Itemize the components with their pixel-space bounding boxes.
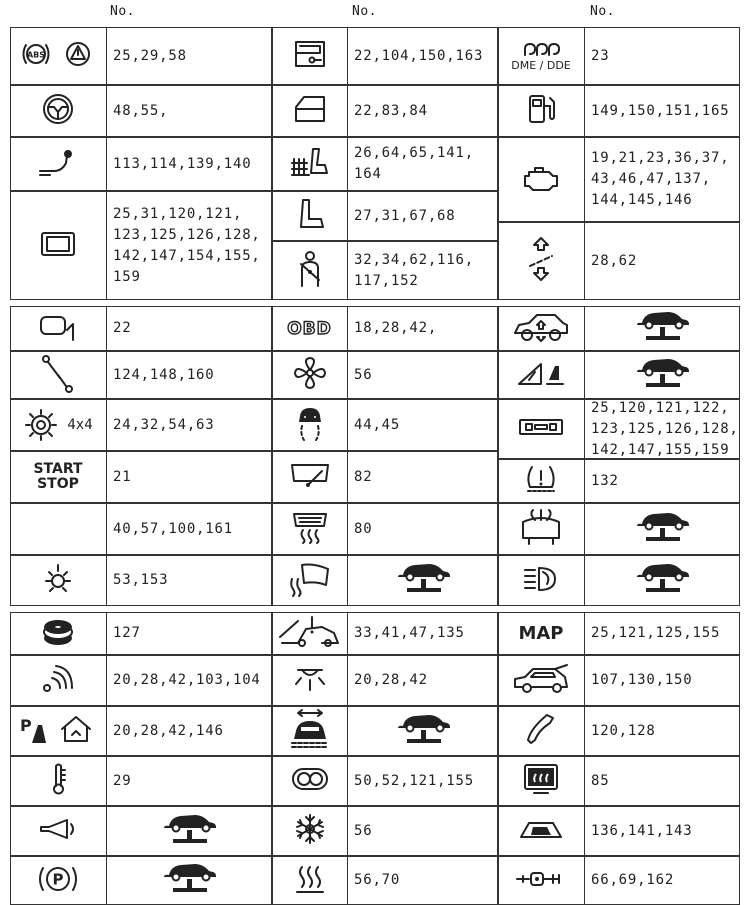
grid-line (272, 85, 498, 86)
grid-line (272, 399, 498, 400)
seat-icon (293, 197, 327, 235)
grid-line (106, 306, 107, 606)
car-lift-icon (159, 860, 219, 901)
icon-cell (498, 306, 584, 351)
sunroof-icon (517, 817, 565, 845)
fuse-numbers-cell (347, 191, 498, 241)
car-lift-icon (632, 560, 692, 601)
fuse-numbers-cell (106, 399, 272, 451)
grid-line (347, 27, 348, 300)
grid-line (272, 756, 498, 757)
fuse-numbers: 25,29,58 (113, 47, 187, 64)
grid-line (10, 306, 272, 307)
grid-line (498, 655, 740, 656)
grid-line (10, 555, 272, 556)
grid-line (10, 756, 272, 757)
car-suspension-icon (511, 309, 571, 349)
fuse-numbers: 20,28,42,103,104 (113, 672, 261, 688)
grid-line (10, 806, 272, 807)
fuse-numbers: 53,153 (113, 572, 169, 588)
icon-cell (10, 655, 106, 706)
grid-line (498, 299, 740, 300)
grid-line (498, 856, 740, 857)
grid-line (498, 806, 740, 807)
fuse-numbers: 25,31,120,121, 123,125,126,128, 142,147,154,155, 159 (113, 205, 261, 285)
icon-cell (10, 706, 106, 756)
fuse-numbers: 82 (354, 468, 373, 485)
fuse-numbers-cell (584, 222, 740, 300)
grid-line (498, 306, 740, 307)
fuse-numbers: 26,64,65,141, 164 (354, 145, 474, 182)
fuse-numbers: 20,28,42 (354, 672, 428, 688)
icon-label: OBD (287, 318, 332, 339)
icon-cell (498, 756, 584, 806)
fuse-numbers-cell (106, 191, 272, 300)
fuse-numbers: 25,120,121,122, 123,125,126,128, 142,147,155,159 (591, 399, 739, 458)
grid-line (106, 612, 107, 905)
fuse-numbers: 18,28,42, (354, 320, 438, 336)
abs-warning-icon (21, 39, 95, 73)
grid-line (498, 503, 740, 504)
fuse-numbers: 33,41,47,135 (354, 625, 465, 641)
icon-label: START STOP (33, 461, 83, 492)
icon-cell (10, 451, 106, 503)
grid-line (272, 191, 498, 192)
fuse-numbers-cell (584, 612, 740, 655)
icon-cell (10, 856, 106, 905)
grid-line (498, 27, 740, 28)
fuse-battery-icon (513, 867, 569, 895)
fuse-numbers-cell (347, 241, 498, 300)
gas-strut-icon (38, 353, 78, 397)
icon-cell (498, 612, 584, 655)
grid-line (10, 299, 272, 300)
radio-unit-icon (517, 416, 565, 442)
icon-cell (498, 85, 584, 137)
fuse-numbers: 19,21,23,36,37, 43,46,47,137, 144,145,146 (591, 150, 730, 208)
fan-icon (292, 355, 328, 395)
fuse-numbers: 44,45 (354, 416, 401, 433)
fuse-numbers-cell (347, 612, 498, 655)
fuse-numbers-cell (106, 756, 272, 806)
icon-cell (498, 222, 584, 300)
fuse-numbers: 56,70 (354, 872, 401, 888)
icon-cell (498, 856, 584, 905)
rear-defrost-icon (290, 510, 330, 548)
grid-line (10, 399, 272, 400)
seat-heat-waves-icon (293, 863, 327, 899)
fuse-numbers: 113,114,139,140 (113, 155, 252, 172)
grid-line (272, 27, 498, 28)
fuse-numbers: 21 (113, 468, 132, 485)
icon-cell (272, 451, 347, 503)
grid-line (10, 85, 272, 86)
grid-line (10, 451, 272, 452)
car-lift-icon (159, 811, 219, 852)
lane-assist-icon (294, 404, 326, 446)
fuse-numbers-cell (347, 555, 498, 606)
icon-cell (272, 241, 347, 300)
grid-line (10, 856, 272, 857)
fuse-numbers-cell (584, 399, 740, 459)
windshield-washer-icon (519, 508, 563, 550)
grid-line (498, 459, 740, 460)
rear-wiper-icon (288, 459, 332, 495)
grid-line (10, 612, 272, 613)
fuse-numbers-cell (106, 856, 272, 905)
fuse-numbers-cell (584, 459, 740, 503)
header-no-3: No. (590, 4, 615, 19)
grid-line (584, 306, 585, 606)
grid-line (584, 612, 585, 905)
fuse-numbers-cell (347, 806, 498, 856)
heated-display-icon (522, 762, 560, 800)
fuse-numbers: 136,141,143 (591, 822, 693, 839)
grid-line (272, 555, 498, 556)
fuse-numbers-cell (106, 706, 272, 756)
grid-line (106, 27, 107, 300)
fuse-numbers-cell (584, 856, 740, 905)
icon-cell (272, 399, 347, 451)
grid-line (10, 306, 11, 606)
icon-cell (272, 306, 347, 351)
icon-cell (10, 806, 106, 856)
fuse-numbers: 28,62 (591, 252, 638, 269)
fuse-numbers: 50,52,121,155 (354, 772, 474, 789)
icon-cell (498, 137, 584, 222)
grid-line (272, 451, 498, 452)
door-key-icon (290, 38, 330, 74)
grid-line (498, 306, 499, 606)
fuse-numbers: 127 (113, 625, 141, 641)
fuse-numbers: 24,32,54,63 (113, 416, 215, 433)
car-lift-icon (393, 711, 453, 752)
grid-line (498, 706, 740, 707)
fuse-numbers: 107,130,150 (591, 672, 693, 688)
fuse-numbers-cell (347, 451, 498, 503)
icon-cell (272, 85, 347, 137)
fuse-numbers: 66,69,162 (591, 872, 675, 888)
icon-cell (272, 706, 347, 756)
grid-line (10, 503, 272, 504)
fuse-numbers: 85 (591, 772, 610, 789)
fuse-numbers-cell (106, 351, 272, 399)
fuse-numbers: 32,34,62,116, 117,152 (354, 251, 474, 289)
icon-cell (498, 459, 584, 503)
grid-line (10, 191, 272, 192)
grid-line (498, 612, 499, 905)
grid-line (498, 555, 740, 556)
fuse-numbers: 22,83,84 (354, 102, 428, 119)
fuse-numbers-cell (584, 655, 740, 706)
steering-wheel-icon (41, 92, 75, 130)
grid-line (272, 605, 498, 606)
icon-cell (498, 503, 584, 555)
car-lift-icon (393, 560, 453, 601)
icon-cell (498, 655, 584, 706)
icon-cell (10, 85, 106, 137)
fuse-numbers-cell (106, 555, 272, 606)
fuse-numbers: 22,104,150,163 (354, 47, 484, 64)
icon-cell (272, 655, 347, 706)
fuse-numbers-cell (347, 85, 498, 137)
icon-cell (272, 756, 347, 806)
fuse-numbers-cell (584, 85, 740, 137)
telephone-icon (525, 712, 557, 750)
fuse-numbers: 29 (113, 772, 132, 789)
fuse-numbers-cell (584, 27, 740, 85)
grid-line (498, 756, 740, 757)
fuse-numbers-cell (106, 451, 272, 503)
display-screen-icon (40, 231, 76, 261)
icon-cell (10, 399, 106, 451)
grid-line (498, 399, 740, 400)
svg-text:P: P (20, 716, 32, 735)
icon-cell (498, 806, 584, 856)
fuse-numbers-cell (584, 137, 740, 222)
grid-line (498, 85, 740, 86)
icon-cell (10, 27, 106, 85)
snowflake-icon (293, 812, 327, 850)
car-lift-adjust-icon (288, 707, 332, 755)
icon-label: DME / DDE (511, 58, 571, 72)
parking-brake-icon (34, 861, 82, 901)
fuse-numbers: 48,55, (113, 102, 169, 119)
fuse-numbers-cell (584, 806, 740, 856)
grid-line (10, 605, 272, 606)
trailer-hitch-icon (36, 147, 80, 181)
map-icon (518, 623, 563, 644)
tow-warning-icon (278, 615, 342, 653)
icon-cell (10, 756, 106, 806)
header-no-1: No. (110, 4, 135, 19)
fuse-numbers: 149,150,151,165 (591, 102, 730, 119)
icon-cell (10, 555, 106, 606)
fuse-numbers-cell (106, 655, 272, 706)
icon-cell (272, 612, 347, 655)
side-mirror-icon (38, 312, 78, 346)
instrument-cluster-icon (290, 765, 330, 797)
grid-line (739, 306, 740, 606)
icon-cell (272, 856, 347, 905)
wedge-icon (515, 358, 567, 392)
fuse-numbers-cell (347, 351, 498, 399)
grid-line (272, 655, 498, 656)
fuse-numbers: 23 (591, 47, 610, 64)
grid-line (10, 137, 272, 138)
fuse-numbers: 132 (591, 472, 619, 489)
fuse-numbers: 20,28,42,146 (113, 722, 224, 739)
grid-line (739, 27, 740, 300)
grid-line (739, 612, 740, 905)
fuse-numbers-cell (347, 399, 498, 451)
car-lift-icon (632, 509, 692, 550)
icon-cell (272, 27, 347, 85)
fuse-numbers-cell (106, 306, 272, 351)
windshield-heat-icon (288, 561, 332, 601)
fuse-numbers: 40,57,100,161 (113, 520, 233, 537)
icon-cell (272, 137, 347, 191)
grid-line (272, 806, 498, 807)
icon-cell (272, 191, 347, 241)
header-no-2: No. (352, 4, 377, 19)
icon-cell (272, 555, 347, 606)
car-lift-icon (632, 308, 692, 349)
grid-line (498, 137, 740, 138)
icon-cell (10, 306, 106, 351)
icon-cell (498, 555, 584, 606)
grid-line (498, 605, 740, 606)
svg-text:P: P (52, 870, 64, 888)
dome-light-icon (292, 664, 328, 698)
fuse-numbers-cell (106, 806, 272, 856)
grid-line (272, 706, 498, 707)
icon-cell (272, 806, 347, 856)
grid-line (272, 241, 498, 242)
fuse-numbers: 56 (354, 822, 373, 839)
tire-pressure-icon (522, 463, 560, 499)
parking-home-icon (18, 713, 98, 749)
fuse-numbers-cell (347, 503, 498, 555)
fuse-numbers-cell (347, 655, 498, 706)
fuse-numbers-cell (584, 756, 740, 806)
car-lift-icon (632, 355, 692, 396)
grid-line (10, 27, 272, 28)
icon-label: MAP (518, 623, 564, 644)
fuse-numbers-cell (347, 856, 498, 905)
fuse-numbers: 124,148,160 (113, 366, 215, 383)
fuse-numbers-cell (584, 503, 740, 555)
grid-line (498, 27, 499, 300)
wireless-signal-icon (40, 664, 76, 698)
icon-cell (10, 191, 106, 300)
grid-line (272, 612, 498, 613)
grid-line (498, 222, 740, 223)
grid-line (10, 655, 272, 656)
grid-line (347, 612, 348, 905)
fuse-numbers-cell (347, 137, 498, 191)
fuse-numbers-cell (347, 756, 498, 806)
icon-cell (498, 706, 584, 756)
engine-check-icon (519, 162, 563, 198)
level-adjust-icon (524, 234, 558, 288)
grid-line (272, 612, 273, 905)
obd-icon (287, 319, 332, 339)
fuel-pump-icon (524, 92, 558, 130)
fuse-numbers-cell (347, 706, 498, 756)
grid-line (272, 27, 273, 300)
fuse-numbers-cell (584, 555, 740, 606)
grid-line (10, 351, 272, 352)
icon-cell (498, 27, 584, 85)
fuse-numbers: 22 (113, 320, 132, 336)
svg-text:ABS: ABS (26, 50, 46, 60)
grid-line (10, 706, 272, 707)
icon-cell (498, 399, 584, 459)
fuse-numbers-cell (584, 706, 740, 756)
fuse-numbers-cell (584, 306, 740, 351)
icon-cell (10, 503, 106, 555)
fuse-numbers-cell (106, 612, 272, 655)
icon-cell (272, 351, 347, 399)
fuse-numbers: 80 (354, 520, 373, 537)
door-icon (290, 93, 330, 129)
icon-cell (498, 351, 584, 399)
tailgate-icon (511, 663, 571, 699)
fuse-numbers-cell (106, 503, 272, 555)
thermometer-icon (48, 762, 68, 800)
grid-line (10, 27, 11, 300)
fuse-numbers-cell (347, 306, 498, 351)
horn-icon (37, 816, 79, 846)
icon-cell (272, 503, 347, 555)
icon-cell (10, 351, 106, 399)
grid-line (347, 306, 348, 606)
grid-line (498, 351, 740, 352)
disc-stack-icon (41, 616, 75, 652)
icon-cell (10, 612, 106, 655)
fuse-numbers-cell (584, 351, 740, 399)
fuse-numbers-cell (106, 27, 272, 85)
grid-line (10, 612, 11, 905)
seatbelt-icon (293, 250, 327, 292)
4x4-gear-icon (23, 408, 92, 442)
grid-line (272, 306, 273, 606)
grid-line (272, 306, 498, 307)
icon-cell (10, 137, 106, 191)
fuse-numbers: 27,31,67,68 (354, 207, 456, 224)
grid-line (272, 299, 498, 300)
seat-heating-icon (289, 145, 331, 183)
icon-label: 4x4 (67, 417, 93, 433)
fuse-numbers: 120,128 (591, 722, 656, 739)
fuse-numbers-cell (106, 137, 272, 191)
grid-line (272, 137, 498, 138)
headlight-washer-icon (521, 562, 561, 600)
grid-line (272, 856, 498, 857)
fuse-numbers-cell (347, 27, 498, 85)
dme-dde-icon (511, 41, 571, 72)
fuse-numbers: 25,121,125,155 (591, 625, 721, 641)
grid-line (584, 27, 585, 300)
grid-line (498, 612, 740, 613)
grid-line (272, 503, 498, 504)
fuse-numbers: 56 (354, 366, 373, 383)
grid-line (272, 351, 498, 352)
start-stop-icon (33, 462, 82, 492)
fuse-numbers-cell (106, 85, 272, 137)
interior-light-icon (41, 562, 75, 600)
